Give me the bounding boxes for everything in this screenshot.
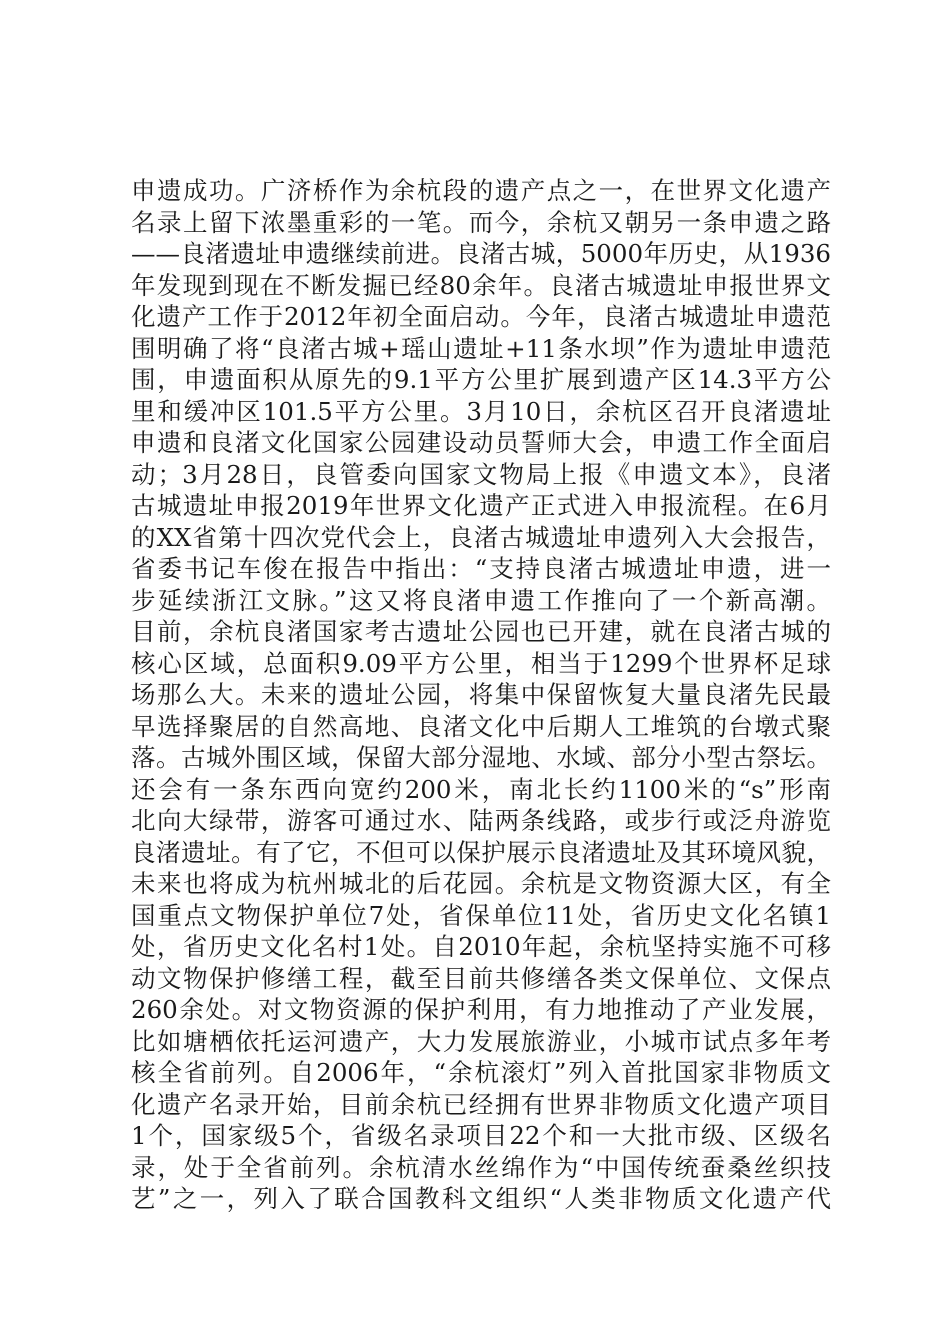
text-line: 1个，国家级5个，省级名录项目22个和一大批市级、区级名 <box>131 1121 831 1150</box>
text-line: ——良渚遗址申遗继续前进。良渚古城，5000年历史，从1936 <box>131 239 831 268</box>
text-line: 艺”之一，列入了联合国教科文组织“人类非物质文化遗产代 <box>131 1184 831 1213</box>
text-line: 里和缓冲区101.5平方公里。3月10日，余杭区召开良渚遗址 <box>131 396 831 426</box>
text-line: 目前，余杭良渚国家考古遗址公园也已开建，就在良渚古城的 <box>131 617 831 646</box>
text-line: 化遗产名录开始，目前余杭已经拥有世界非物质文化遗产项目 <box>131 1089 831 1119</box>
text-line: 申遗和良渚文化国家公园建设动员誓师大会，申遗工作全面启 <box>131 428 831 457</box>
text-line: 未来也将成为杭州城北的后花园。余杭是文物资源大区，有全 <box>131 869 831 898</box>
text-line: 核心区域，总面积9.09平方公里，相当于1299个世界杯足球 <box>131 648 831 678</box>
text-line: 场那么大。未来的遗址公园，将集中保留恢复大量良渚先民最 <box>131 680 831 709</box>
text-line: 古城遗址申报2019年世界文化遗产正式进入申报流程。在6月 <box>131 491 831 520</box>
text-line: 处，省历史文化名村1处。自2010年起，余杭坚持实施不可移 <box>131 932 831 961</box>
text-line: 录，处于全省前列。余杭清水丝绵作为“中国传统蚕桑丝织技 <box>131 1152 831 1182</box>
text-line: 申遗成功。广济桥作为余杭段的遗产点之一，在世界文化遗产 <box>131 176 831 205</box>
text-line: 步延续浙江文脉。”这又将良渚申遗工作推向了一个新高潮。 <box>131 585 831 615</box>
text-line: 动文物保护修缮工程，截至目前共修缮各类文保单位、文保点 <box>131 963 831 993</box>
text-line: 早选择聚居的自然高地、良渚文化中后期人工堆筑的台墩式聚 <box>131 711 831 741</box>
text-line: 核全省前列。自2006年，“余杭滚灯”列入首批国家非物质文 <box>131 1058 831 1087</box>
text-line: 北向大绿带，游客可通过水、陆两条线路，或步行或泛舟游览 <box>131 806 831 835</box>
text-line: 260余处。对文物资源的保护利用，有力地推动了产业发展， <box>131 995 831 1024</box>
text-line: 落。古城外围区域，保留大部分湿地、水域、部分小型古祭坛。 <box>131 743 831 772</box>
text-line: 国重点文物保护单位7处，省保单位11处，省历史文化名镇1 <box>131 900 831 930</box>
text-line: 动；3月28日，良管委向国家文物局上报《申遗文本》，良渚 <box>131 459 831 489</box>
text-line: 名录上留下浓墨重彩的一笔。而今，余杭又朝另一条申遗之路 <box>131 207 831 237</box>
text-line: 比如塘栖依托运河遗产，大力发展旅游业，小城市试点多年考 <box>131 1026 831 1056</box>
text-line: 还会有一条东西向宽约200米，南北长约1100米的“s”形南 <box>131 774 831 804</box>
text-line: 良渚遗址。有了它，不但可以保护展示良渚遗址及其环境风貌， <box>131 837 831 867</box>
text-line: 化遗产工作于2012年初全面启动。今年，良渚古城遗址申遗范 <box>131 302 831 331</box>
text-line: 年发现到现在不断发掘已经80余年。良渚古城遗址申报世界文 <box>131 270 831 300</box>
body-text <box>131 175 831 1215</box>
text-line: 省委书记车俊在报告中指出：“支持良渚古城遗址申遗，进一 <box>131 554 831 583</box>
text-line: 围明确了将“良渚古城+瑶山遗址+11条水坝”作为遗址申遗范 <box>131 333 831 363</box>
text-line: 围，申遗面积从原先的9.1平方公里扩展到遗产区14.3平方公 <box>131 365 831 394</box>
text-line: 的XX省第十四次党代会上，良渚古城遗址申遗列入大会报告， <box>131 522 831 552</box>
